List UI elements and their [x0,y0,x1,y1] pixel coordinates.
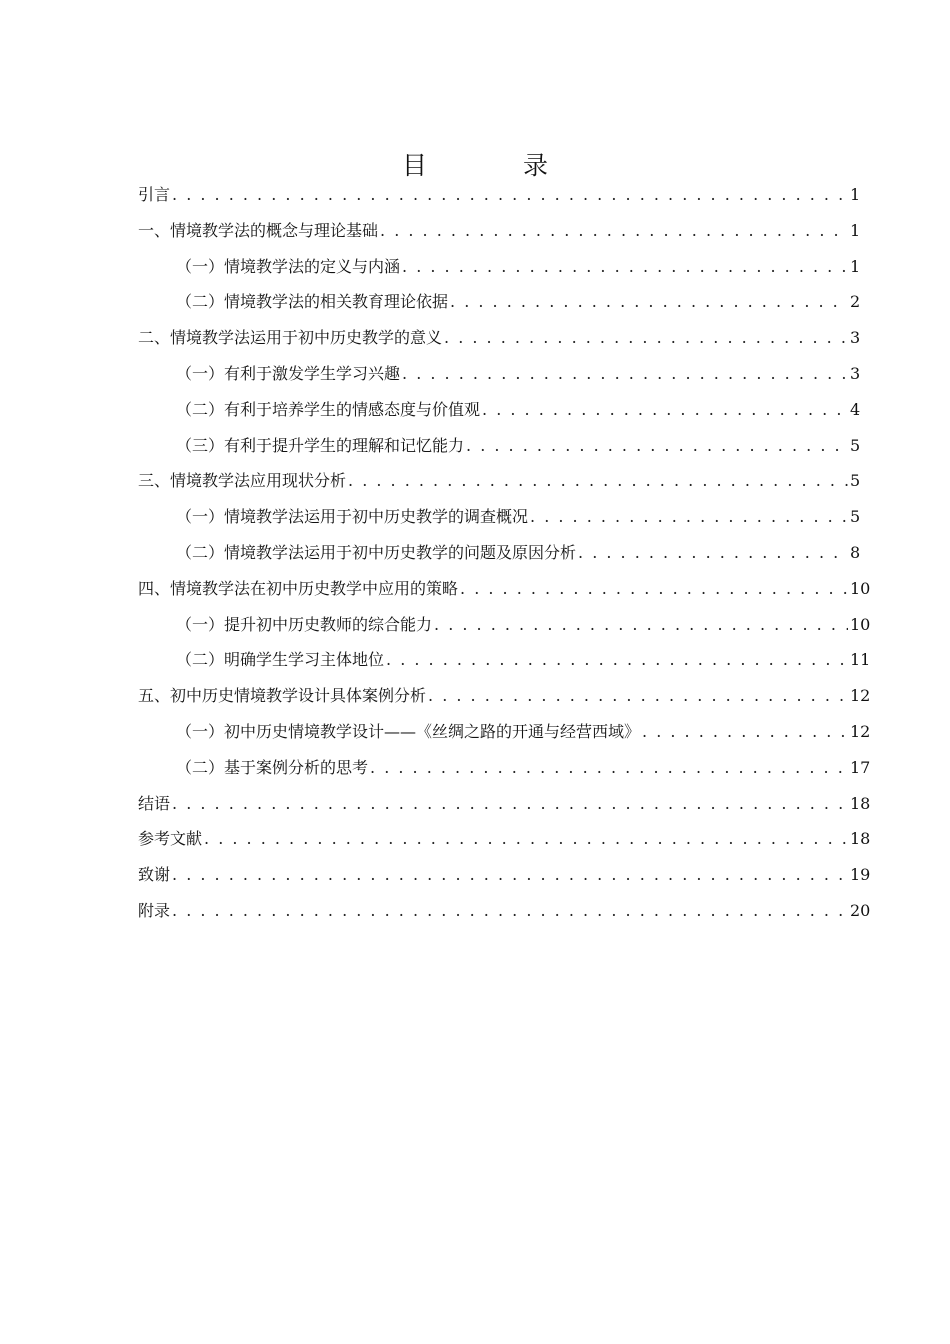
toc-entry-page-number: 1 [850,220,861,240]
toc-entry-page-number: 18 [850,829,871,849]
dot-leader [450,292,848,311]
dot-leader [380,221,848,240]
toc-entry-page-number: 12 [850,686,871,706]
toc-entry-page-number: 18 [850,793,871,813]
toc-entry-label: 一、情境教学法的概念与理论基础 [138,220,379,240]
dot-leader [402,364,848,383]
toc-entry-label: 引言 [138,185,171,204]
toc-entry-page-number: 2 [850,292,861,312]
toc-entry-label: 附录 [138,900,171,920]
toc-entry-label: （二）情境教学法运用于初中历史教学的问题及原因分析 [176,542,577,562]
dot-leader [370,758,848,777]
toc-entry[interactable] [138,254,860,290]
toc-entry[interactable] [138,826,871,862]
toc-entry-label: （一）提升初中历史教师的综合能力 [176,614,433,634]
toc-entry-page-number: 20 [850,900,871,920]
toc-entry-page-number: 11 [850,650,871,670]
toc-entry-label: 四、情境教学法在初中历史教学中应用的策略 [138,578,459,598]
dot-leader [172,185,848,204]
toc-entry-page-number: 19 [850,865,871,885]
toc-entry[interactable] [138,540,860,576]
dot-leader [434,615,848,634]
dot-leader [460,579,848,598]
toc-entry-label: 三、情境教学法应用现状分析 [138,471,347,491]
toc-entry[interactable] [138,719,871,755]
toc-entry[interactable] [138,647,871,683]
toc-entry-page-number: 17 [850,757,871,777]
dot-leader [204,829,848,848]
toc-entry[interactable] [138,791,871,827]
dot-leader [482,400,848,419]
toc-entry[interactable] [138,755,871,791]
toc-entry-page-number: 12 [850,721,871,741]
toc-entry[interactable] [138,862,871,898]
toc-entry-page-number: 5 [850,507,861,527]
toc-entry-label: （一）初中历史情境教学设计——《丝绸之路的开通与经营西域》 [176,721,641,741]
toc-entry[interactable] [138,218,860,254]
toc-entry-label: （三）有利于提升学生的理解和记忆能力 [176,435,465,455]
toc-entry-label: （二）基于案例分析的思考 [176,757,369,777]
toc-entry-page-number: 1 [850,256,861,276]
dot-leader [466,436,848,455]
dot-leader [444,328,848,347]
toc-entry-page-number: 3 [850,363,861,383]
toc-title: 目 录 [402,151,592,180]
toc-entry[interactable] [138,325,860,361]
toc-entry-page-number: 10 [850,578,871,598]
toc-entry-label: 致谢 [138,865,171,885]
dot-leader [642,722,848,741]
toc-entry-page-number: 10 [850,614,871,634]
dot-leader [578,543,848,562]
toc-entry[interactable] [138,361,860,397]
toc-entry-label: （二）情境教学法的相关教育理论依据 [176,292,449,312]
dot-leader [428,686,848,705]
toc-entry[interactable] [138,683,871,719]
toc-entry-label: 结语 [138,793,171,813]
toc-entry-page-number: 4 [850,399,861,419]
toc-entry-label: 五、初中历史情境教学设计具体案例分析 [138,686,427,706]
toc-entry[interactable] [138,612,871,648]
toc-entry-page-number: 3 [850,328,861,348]
toc-entry-label: 参考文献 [138,829,203,849]
table-of-contents [138,182,871,934]
dot-leader [172,865,848,884]
toc-entry[interactable] [138,898,871,934]
toc-entry-label: （一）有利于激发学生学习兴趣 [176,363,401,383]
toc-entry-page-number: 1 [850,185,861,204]
toc-entry[interactable] [138,504,860,540]
dot-leader [172,901,848,920]
toc-entry-label: （一）情境教学法的定义与内涵 [176,256,401,276]
toc-entry[interactable] [138,289,860,325]
dot-leader [348,471,848,490]
toc-entry-page-number: 8 [850,542,861,562]
toc-entry-label: （一）情境教学法运用于初中历史教学的调查概况 [176,507,529,527]
dot-leader [386,650,848,669]
toc-entry[interactable] [138,397,860,433]
toc-entry-label: （二）明确学生学习主体地位 [176,650,385,670]
toc-entry[interactable] [138,182,860,218]
toc-entry[interactable] [138,433,860,469]
toc-entry-label: 二、情境教学法运用于初中历史教学的意义 [138,328,443,348]
dot-leader [172,794,848,813]
dot-leader [530,507,848,526]
toc-entry-page-number: 5 [850,471,861,491]
dot-leader [402,257,848,276]
toc-entry-label: （二）有利于培养学生的情感态度与价值观 [176,399,481,419]
toc-entry[interactable] [138,576,871,612]
toc-entry[interactable] [138,468,860,504]
toc-entry-page-number: 5 [850,435,861,455]
